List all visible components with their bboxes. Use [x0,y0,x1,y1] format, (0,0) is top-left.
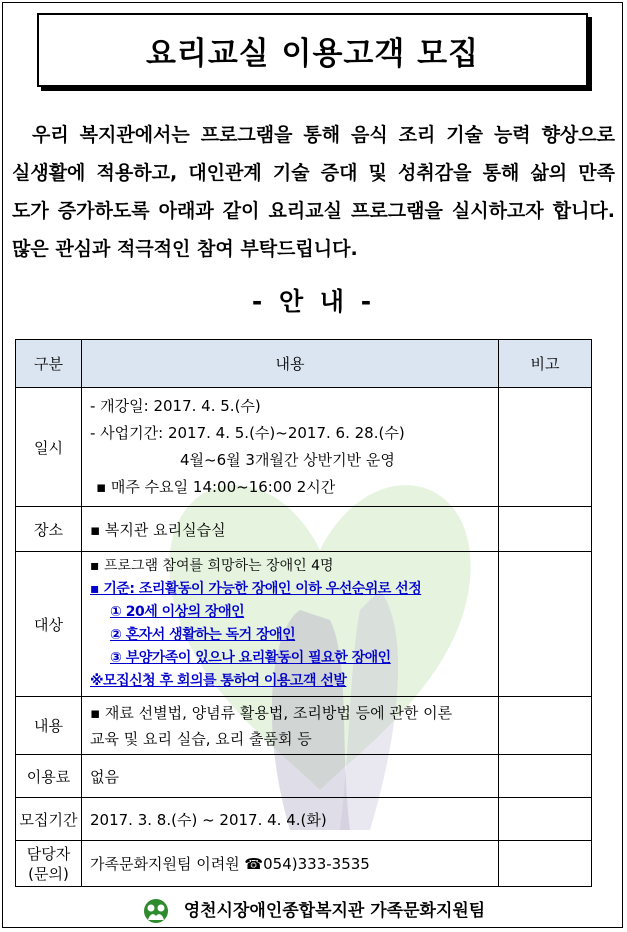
header-content: 내용 [82,340,499,388]
content-line-2: 교육 및 요리 실습, 요리 출품회 등 [90,729,312,748]
schedule-line-period: - 사업기간: 2017. 4. 5.(수)~2017. 6. 28.(수) [90,424,405,442]
intro-paragraph [12,116,615,268]
table-row-period [16,798,592,841]
contact-label-1: 담당자 [26,844,71,863]
footer [0,896,627,924]
table-row-target [16,552,592,697]
content-label: 내용 [16,697,82,755]
content-note [499,697,592,755]
intro-line-2: 실생활에 적용하고, 대인관계 기술 증대 및 성취감을 통해 삶의 만족 [12,162,615,184]
place-value: ▪ 복지관 요리실습실 [82,507,499,552]
target-line-family: ③ 부양가족이 있으나 요리활동이 필요한 장애인 [110,650,391,666]
target-line-selection: ※모집신청 후 회의를 통하여 이용고객 선발 [90,673,347,689]
footer-org-name: 영천시장애인종합복지관 가족문화지원팀 [183,901,486,921]
table-row-schedule [16,388,592,507]
target-note [499,552,592,697]
table-row-contact [16,841,592,887]
table-row-fee [16,755,592,798]
contact-note [499,841,592,887]
content-line-1: ▪ 재료 선별법, 양념류 활용법, 조리방법 등에 관한 이론 [90,703,453,722]
contact-label [16,841,82,887]
schedule-line-weekly: ▪ 매주 수요일 14:00~16:00 2시간 [96,478,336,496]
intro-line-4: 많은 관심과 적극적인 참여 부탁드립니다. [12,238,358,260]
target-line-criteria: ▪ 기준: 조리활동이 가능한 장애인 이하 우선순위로 선정 [90,581,422,597]
target-line-count: ▪ 프로그램 참여를 희망하는 장애인 4명 [90,558,334,574]
schedule-line-open: - 개강일: 2017. 4. 5.(수) [90,397,261,415]
target-line-alone: ② 혼자서 생활하는 독거 장애인 [110,627,296,643]
schedule-label: 일시 [16,388,82,507]
organization-logo-icon [142,898,170,924]
page-title: 요리교실 이용고객 모집 [145,35,480,72]
target-line-adult: ① 20세 이상의 장애인 [110,604,245,620]
place-note [499,507,592,552]
schedule-line-months: 4월~6월 3개월간 상반기반 운영 [180,451,395,469]
intro-line-1: 우리 복지관에서는 프로그램을 통해 음식 조리 기술 능력 향상으로 [32,124,615,146]
table-header-row [16,340,592,388]
fee-value: 없음 [82,755,499,798]
table-row-place [16,507,592,552]
contact-label-2: (문의) [28,864,69,883]
header-category: 구분 [16,340,82,388]
period-value: 2017. 3. 8.(수) ~ 2017. 4. 4.(화) [82,798,499,841]
schedule-note [499,388,592,507]
content-value [82,697,499,755]
header-note: 비고 [499,340,592,388]
target-label: 대상 [16,552,82,697]
period-note [499,798,592,841]
fee-note [499,755,592,798]
intro-line-3: 도가 증가하도록 아래과 같이 요리교실 프로그램을 실시하고자 합니다. [12,200,615,222]
period-label: 모집기간 [16,798,82,841]
title-box [37,13,588,87]
schedule-content [82,388,499,507]
info-table [15,339,592,887]
table-row-content [16,697,592,755]
guide-heading: - 안 내 - [251,287,376,316]
target-content [82,552,499,697]
place-label: 장소 [16,507,82,552]
fee-label: 이용료 [16,755,82,798]
contact-value: 가족문화지원팀 이려원 ☎054)333-3535 [82,841,499,887]
